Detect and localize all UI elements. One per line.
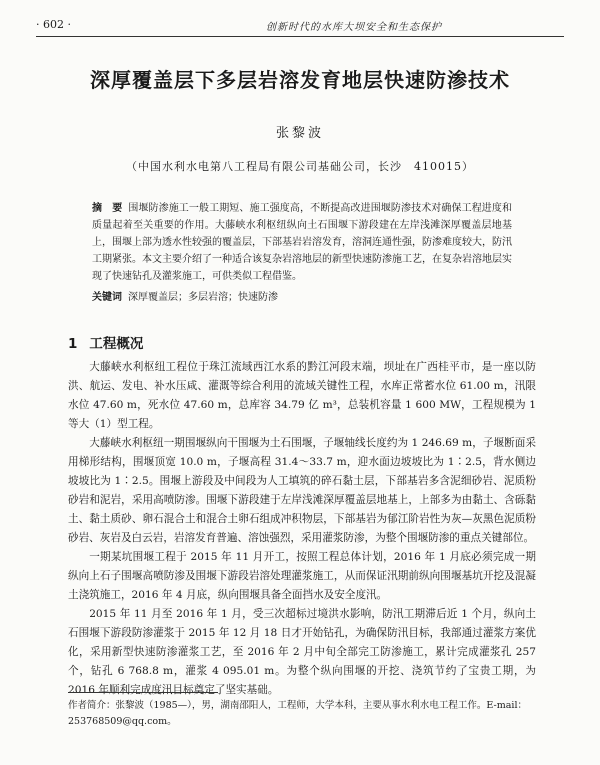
keywords-label: 关键词 <box>92 292 122 303</box>
body-text <box>68 358 536 700</box>
abstract-label: 摘 要 <box>92 203 123 214</box>
footnote-divider <box>68 692 218 693</box>
footnote: 作者简介：张黎波（1985—），男，湖南邵阳人，工程师，大学本科，主要从事水利水电工程工作。E-mail：253768509@qq.com。 <box>68 700 527 727</box>
paragraph-2: 大藤峡水利枢纽一期围堰纵向干围堰为土石围堰，子堰轴线长度约为 1 246.69 m，子堰断面采用梯形结构，围堰顶宽 10.0 m，子堰高程 31.4～33.7 m，迎水面边坡坡比为 1∶2.5，背水侧边坡坡比为 1∶2.5。围堰上游段及中间段为人工填筑的碎石黏土层，下部基岩多含泥细砂岩、泥质粉砂岩和泥岩，采用高喷防渗。围堰下游段建于左岸浅滩深厚覆盖层地基上，上部多为由黏土、含砾黏土、黏土质砂、卵石混合土和混合土卵石组成冲积物层，下部基岩为郁江阶岩性为灰—灰黑色泥质粉砂岩、灰岩及白云岩，岩溶发育普遍、溶蚀强烈，采用灌浆防渗，为整个围堰防渗的重点关键部位。 <box>68 437 536 544</box>
abstract <box>92 200 512 285</box>
keywords-text: 深厚覆盖层；多层岩溶；快速防渗 <box>128 292 278 303</box>
author-affiliation: （中国水利水电第八工程局有限公司基础公司，长沙 410015） <box>126 160 474 173</box>
abstract-text: 围堰防渗施工一般工期短、施工强度高，不断提高改进围堰防渗技术对确保工程进度和质量起着至关重要的作用。大藤峡水利枢纽纵向土石围堰下游段建在左岸浅滩深厚覆盖层地基上，围堰上部为透水性较强的覆盖层，下部基岩岩溶发育，溶洞连通性强，防渗难度较大，防汛工期紧张。本文主要介绍了一种适合该复杂岩溶地层的新型快速防渗施工艺，在复杂岩溶地层实现了快速钻孔及灌浆施工，可供类似工程借鉴。 <box>92 203 513 282</box>
section-title: 工程概况 <box>89 336 144 352</box>
paragraph-1: 大藤峡水利枢纽工程位于珠江流域西江水系的黔江河段末端，坝址在广西桂平市，是一座以防洪、航运、发电、补水压咸、灌溉等综合利用的流域关键性工程，水库正常蓄水位 61.00 m，汛限水位 47.60 m，死水位 47.60 m，总库容 34.79 亿 m³，总装机容量 1 600 MW，工程规模为 1 等大（1）型工程。 <box>68 361 536 430</box>
running-header <box>36 14 564 37</box>
keywords <box>92 288 512 303</box>
author-name: 张黎波 <box>275 126 324 141</box>
section-number: 1 <box>68 336 78 352</box>
paragraph-3: 一期某坑围堰工程于 2015 年 11 月开工，按照工程总体计划，2016 年 1 月底必须完成一期纵向上石子围堰高喷防渗及围堰下游段岩溶处理灌浆施工，从而保证汛期前纵向围堰基坑开挖及混凝土浇筑施工，2016 年 4 月底，纵向围堰具备全面挡水及安全度汛。 <box>68 551 536 601</box>
section-heading <box>68 332 143 352</box>
paragraph-4: 2015 年 11 月至 2016 年 1 月，受三次超标过境洪水影响，防汛工期滞后近 1 个月，纵向土石围堰下游段防渗灌浆于 2015 年 12 月 18 日才开始钻孔，为确保防汛目标，我部通过灌浆方案优化，采用新型快速防渗灌浆工艺，至 2016 年 2 月中旬全部完工防渗施工，累计完成灌浆孔 257 个，钻孔 6 768.8 m，灌浆 4 095.01 m。为整个纵向围堰的开挖、浇筑节约了宝贵工期，为 2016 年顺利完成度汛目标奠定了坚实基础。 <box>68 608 536 696</box>
running-title: 创新时代的水库大坝安全和生态保护 <box>266 22 442 33</box>
page-number: · 602 · <box>36 18 71 31</box>
article-title: 深厚覆盖层下多层岩溶发育地层快速防渗技术 <box>90 68 510 92</box>
